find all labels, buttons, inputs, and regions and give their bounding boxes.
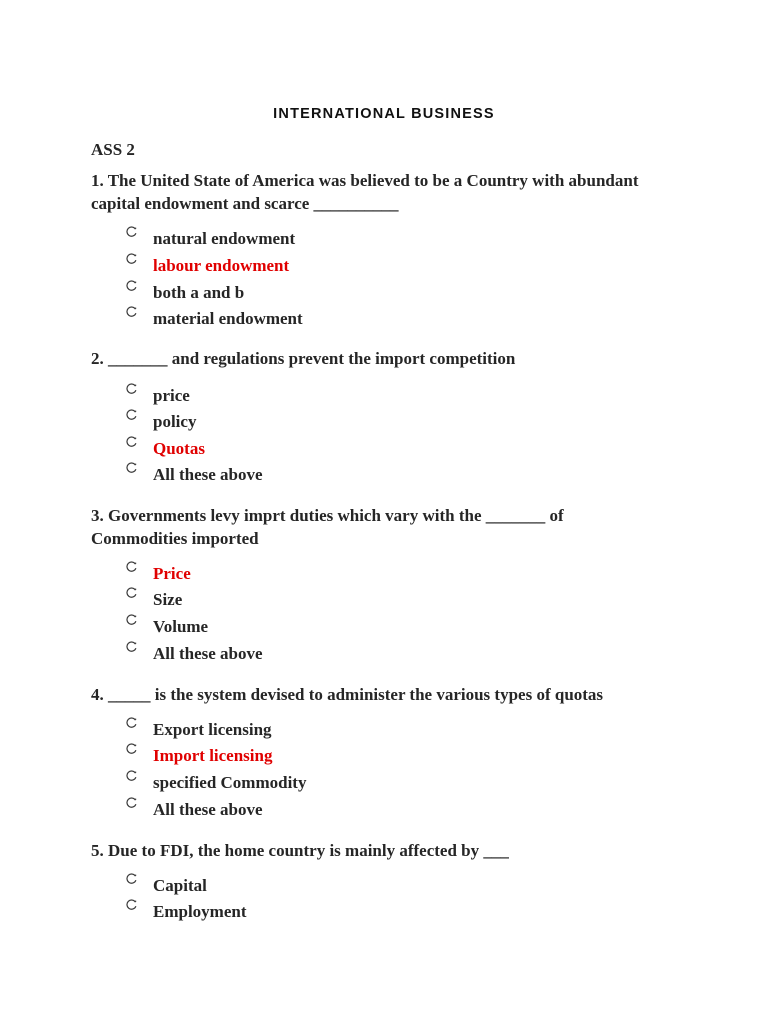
option-label-correct: labour endowment: [153, 256, 290, 275]
question-4-option-1[interactable]: [125, 720, 272, 740]
document-title: INTERNATIONAL BUSINESS: [273, 106, 495, 122]
question-4-option-4[interactable]: [125, 800, 263, 820]
question-5-option-2[interactable]: [125, 902, 247, 922]
option-label: Export licensing: [153, 720, 272, 739]
option-label: Size: [153, 590, 183, 609]
question-3-option-1[interactable]: [125, 564, 191, 584]
radio-button-icon[interactable]: [125, 640, 138, 653]
option-label: policy: [153, 412, 197, 431]
radio-button-icon[interactable]: [125, 408, 138, 421]
question-1-option-2[interactable]: [125, 256, 289, 276]
question-2-option-3[interactable]: [125, 439, 205, 459]
radio-button-icon[interactable]: [125, 225, 138, 238]
radio-button-icon[interactable]: [125, 716, 138, 729]
question-2-option-4[interactable]: [125, 465, 263, 485]
question-2-option-1[interactable]: [125, 386, 190, 406]
option-label: Capital: [153, 876, 207, 895]
question-2-text: 2. _______ and regulations prevent the import competition: [91, 349, 516, 368]
question-3-option-2[interactable]: [125, 590, 182, 610]
option-label-correct: Import licensing: [153, 746, 273, 765]
radio-button-icon[interactable]: [125, 872, 138, 885]
option-label: All these above: [153, 644, 263, 663]
radio-button-icon[interactable]: [125, 279, 138, 292]
question-5-text: 5. Due to FDI, the home country is mainly affected by ___: [91, 841, 509, 860]
option-label: All these above: [153, 465, 263, 484]
question-3-text: 3. Governments levy imprt duties which vary with the _______ of Commodities imported: [91, 506, 564, 548]
question-4-option-3[interactable]: [125, 773, 306, 793]
option-label: both a and b: [153, 283, 245, 302]
radio-button-icon[interactable]: [125, 382, 138, 395]
option-label: material endowment: [153, 309, 303, 328]
question-1-option-4[interactable]: [125, 309, 303, 329]
question-1-text: 1. The United State of America was believed to be a Country with abundant capital endowment and scarce __________: [91, 171, 639, 213]
question-4-option-2[interactable]: [125, 746, 272, 766]
radio-button-icon[interactable]: [125, 796, 138, 809]
document-subtitle: ASS 2: [91, 140, 135, 159]
option-label: All these above: [153, 800, 263, 819]
option-label: Employment: [153, 902, 247, 921]
radio-button-icon[interactable]: [125, 586, 138, 599]
question-1-option-1[interactable]: [125, 229, 295, 249]
question-5-option-1[interactable]: [125, 876, 207, 896]
question-3-option-4[interactable]: [125, 644, 263, 664]
option-label: natural endowment: [153, 229, 296, 248]
radio-button-icon[interactable]: [125, 435, 138, 448]
question-3-option-3[interactable]: [125, 617, 208, 637]
radio-button-icon[interactable]: [125, 252, 138, 265]
option-label-correct: Quotas: [153, 439, 205, 458]
radio-button-icon[interactable]: [125, 613, 138, 626]
radio-button-icon[interactable]: [125, 742, 138, 755]
option-label-correct: Price: [153, 564, 191, 583]
radio-button-icon[interactable]: [125, 305, 138, 318]
radio-button-icon[interactable]: [125, 560, 138, 573]
option-label: price: [153, 386, 190, 405]
question-2-option-2[interactable]: [125, 412, 196, 432]
question-4-text: 4. _____ is the system devised to administer the various types of quotas: [91, 685, 604, 704]
radio-button-icon[interactable]: [125, 461, 138, 474]
radio-button-icon[interactable]: [125, 769, 138, 782]
radio-button-icon[interactable]: [125, 898, 138, 911]
option-label: specified Commodity: [153, 773, 307, 792]
option-label: Volume: [153, 617, 209, 636]
question-1-option-3[interactable]: [125, 283, 244, 303]
